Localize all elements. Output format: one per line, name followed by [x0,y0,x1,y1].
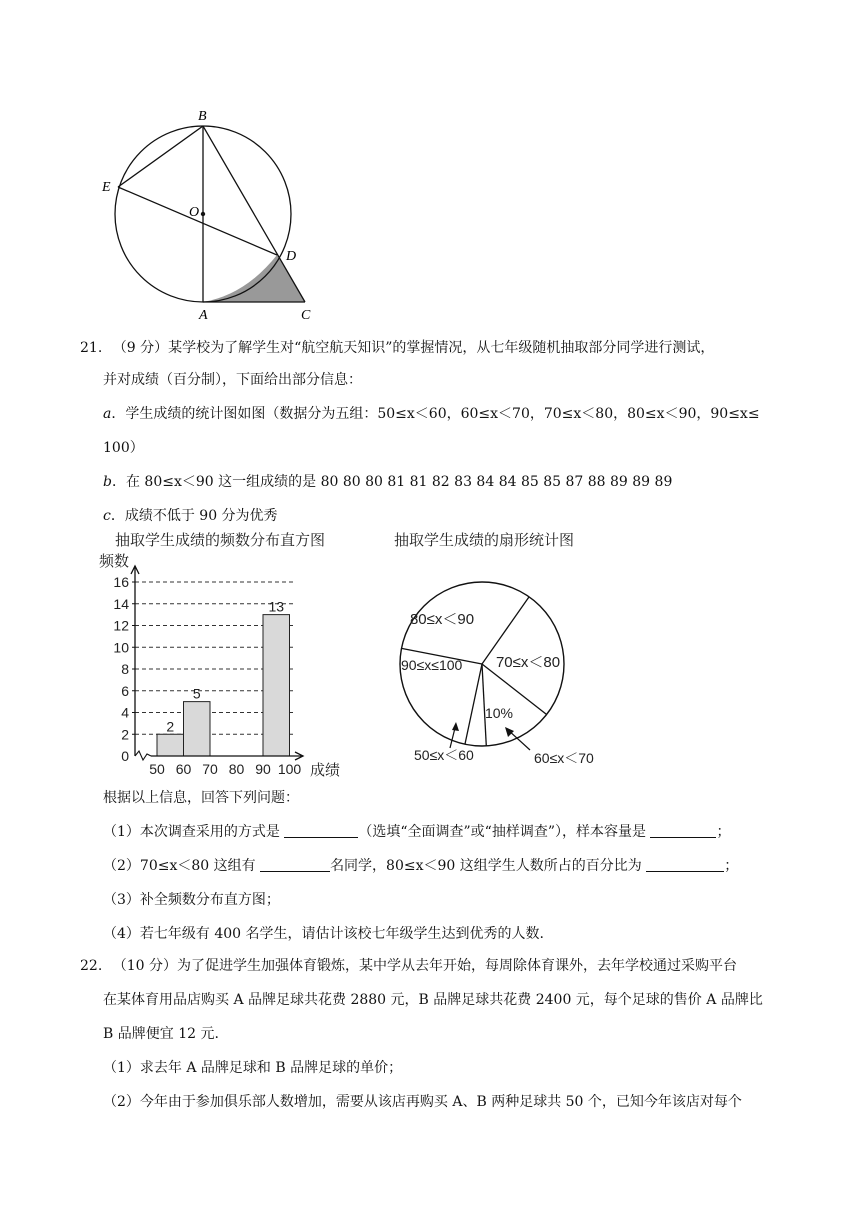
q21-line1 [80,338,714,358]
sub1-text-c: ； [716,824,731,840]
pie-chart [390,528,620,778]
x-tick-label: 90 [255,761,271,777]
pointer-arrowhead [505,727,514,737]
item-a-text: ．学生成绩的统计图如图（数据分为五组：50≤x＜60，60≤x＜70，70≤x＜80，80≤x＜90，90≤x≤ [111,406,760,422]
q22-line1 [80,956,737,976]
sub2-blank-1[interactable] [260,857,330,872]
sub2-blank-2[interactable] [646,857,724,872]
q21-sub4: （4）若七年级有 400 名学生，请估计该校七年级学生达到优秀的人数. [103,926,544,942]
histogram-bar [263,615,290,756]
q21-sub3: （3）补全频数分布直方图； [103,892,280,908]
histogram-bar [157,734,184,756]
sub1-text-a: （1）本次调查采用的方式是 [103,824,285,840]
q22-number: 22. [80,958,103,974]
y-tick-label: 12 [113,617,129,634]
label-a: A [199,308,208,323]
q21-intro-1: （9 分）某学校为了解学生对“航空航天知识”的掌握情况，从七年级随机抽取部分同学进行测试， [112,340,715,356]
label-o: O [189,205,200,220]
y-tick-label: 16 [113,574,129,590]
x-axis-label: 成绩 [309,762,341,778]
segment-ed [118,187,277,255]
sub2-text-c: ； [724,858,739,874]
pie-slice-label: 80≤x＜90 [409,611,475,628]
sub1-text-b: （选填“全面调查”或“抽样调查”），样本容量是 [358,824,651,840]
pie-slice-label: 60≤x＜70 [534,750,594,766]
label-e: E [102,180,111,195]
sub2-text-a: （2）70≤x＜80 这组有 [103,858,261,874]
label-d: D [286,249,297,264]
pie-divider [465,664,482,744]
q22-line3: B 品牌便宜 12 元. [103,1026,219,1042]
pie-slice-value: 10% [484,705,514,721]
bar-value-label: 13 [268,598,285,615]
center-point [201,212,205,216]
y-tick-label: 4 [121,704,129,721]
x-tick-label: 100 [277,761,302,777]
y-tick-label: 6 [121,682,129,699]
pointer-arrowhead [452,722,459,731]
q22-part1: （1）求去年 A 品牌足球和 B 品牌足球的单价； [103,1060,403,1076]
histogram-chart [95,528,365,778]
sub1-blank-2[interactable] [650,823,716,838]
y-tick-label: 2 [121,726,129,743]
label-b: B [198,109,207,124]
q21-item-a [103,404,760,424]
pie-slice-label: 50≤x＜60 [414,747,474,763]
circle-geometry-figure [95,100,335,325]
q21-item-a-cont: 100） [103,440,144,456]
y-tick-label: 10 [113,639,129,656]
y-tick-label: 0 [121,748,129,764]
histogram-bar [184,702,211,756]
item-c-text: ．成绩不低于 90 分为优秀 [110,508,278,524]
bar-value-label: 2 [166,718,175,735]
pie-title: 抽取学生成绩的扇形统计图 [394,532,575,549]
pie-slice-label: 70≤x＜80 [495,654,561,671]
q21-item-b [103,472,672,492]
q21-line2: 并对成绩（百分制），下面给出部分信息： [103,372,362,388]
item-b-prefix: b [103,474,112,490]
x-tick-label: 50 [149,761,165,777]
pie-slice-label: 90≤x≤100 [401,657,463,673]
x-tick-label: 70 [202,761,218,777]
segment-bc [203,126,305,302]
item-c-prefix: c [103,508,111,524]
item-a-prefix: a [103,406,112,422]
q22-part2: （2）今年由于参加俱乐部人数增加，需要从该店再购买 A、B 两种足球共 50 个，已知今年该店对每个 [103,1094,742,1110]
q22-line2: 在某体育用品店购买 A 品牌足球共花费 2880 元，B 品牌足球共花费 2400 元，每个足球的售价 A 品牌比 [103,992,763,1008]
sub1-blank-1[interactable] [284,823,358,838]
axis-break-zigzag [135,751,151,760]
label-c: C [301,308,311,323]
bar-value-label: 5 [192,685,201,702]
q21-answer-intro: 根据以上信息，回答下列问题： [103,790,299,806]
q21-item-c [103,506,278,526]
histogram-title: 抽取学生成绩的频数分布直方图 [115,532,326,549]
q21-number: 21. [80,340,103,356]
segment-be [118,126,203,187]
q22-intro-1: （10 分）为了促进学生加强体育锻炼，某中学从去年开始，每周除体育课外，去年学校通过采购平台 [112,958,737,974]
y-tick-label: 8 [121,661,129,677]
q21-sub1 [103,822,730,842]
q21-sub2 [103,856,738,876]
sub2-text-b: 名同学，80≤x＜90 这组学生人数所占的百分比为 [330,858,647,874]
item-b-text: ．在 80≤x＜90 这一组成绩的是 80 80 80 81 81 82 83 84 84 85 85 87 88 89 89 89 [111,474,673,490]
x-tick-label: 60 [175,761,192,777]
x-tick-label: 80 [228,761,245,777]
histogram-ylabel: 频数 [99,553,130,570]
y-tick-label: 14 [113,595,129,612]
